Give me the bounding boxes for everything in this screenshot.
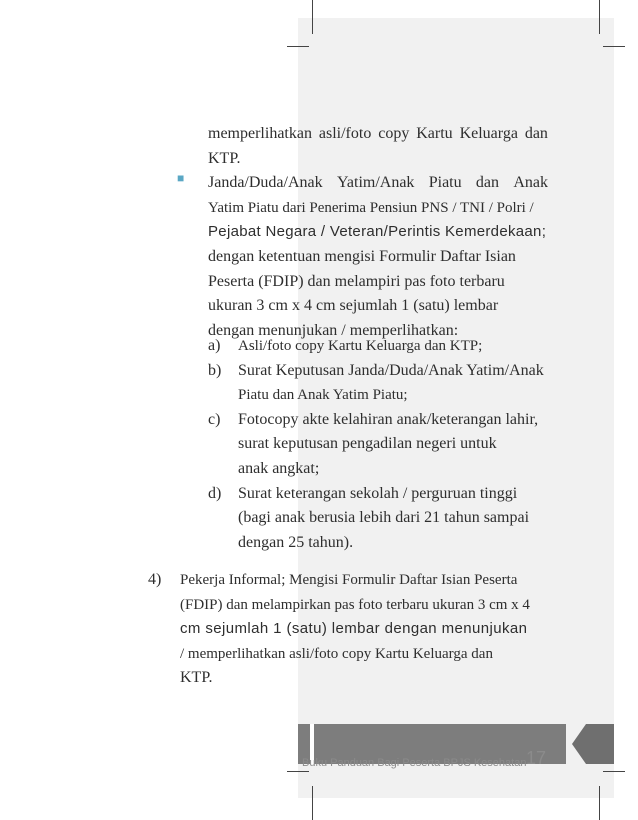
crop-mark <box>603 771 625 772</box>
crop-mark <box>312 0 313 34</box>
crop-mark <box>599 786 600 820</box>
text-line: dengan menunjukan / memperlihatkan: <box>208 321 459 339</box>
footer-arrow-tab <box>572 724 614 764</box>
bullet-icon: ■ <box>177 171 185 185</box>
text-line: memperlihatkan asli/foto copy Kartu Keluarga dan <box>208 125 548 142</box>
text-line: Yatim Piatu dari Penerima Pensiun PNS / TNI / Polri / <box>208 199 534 216</box>
list-marker: d) <box>208 484 222 502</box>
list-marker: 4) <box>148 571 162 588</box>
sub-list <box>208 334 553 555</box>
paragraph-block <box>208 122 548 343</box>
text-line: Surat keterangan sekolah / perguruan tinggi <box>238 484 518 502</box>
text-line: KTP. <box>208 149 241 167</box>
text-line: (bagi anak berusia lebih dari 21 tahun sampai <box>238 509 530 527</box>
text-line: ukuran 3 cm x 4 cm sejumlah 1 (satu) lembar <box>208 297 499 315</box>
list-marker: a) <box>208 337 221 354</box>
text-line: Surat Keputusan Janda/Duda/Anak Yatim/Anak <box>238 361 544 379</box>
list-marker: c) <box>208 410 221 428</box>
text-line: cm sejumlah 1 (satu) lembar dengan menunjukan <box>180 620 528 638</box>
text-line: Janda/Duda/Anak Yatim/Anak Piatu dan Anak <box>208 174 548 192</box>
text-line: KTP. <box>180 669 213 687</box>
text-line: anak angkat; <box>238 459 320 477</box>
text-line: Pejabat Negara / Veteran/Perintis Kemerdekaan; <box>208 223 547 241</box>
crop-mark <box>599 0 600 34</box>
list-item <box>208 359 553 408</box>
crop-mark <box>603 46 625 47</box>
text-line: Piatu dan Anak Yatim Piatu; <box>238 387 408 404</box>
text-line: (FDIP) dan melampirkan pas foto terbaru ukuran 3 cm x 4 <box>180 596 530 613</box>
crop-mark <box>312 786 313 820</box>
list-item <box>208 482 553 556</box>
text-line: Asli/foto copy Kartu Keluarga dan KTP; <box>238 338 483 354</box>
list-marker: b) <box>208 361 222 379</box>
page-number: 17 <box>526 748 547 768</box>
text-line: Fotocopy akte kelahiran anak/keterangan lahir, <box>238 410 539 428</box>
list-item <box>208 334 553 359</box>
text-line: surat keputusan pengadilan negeri untuk <box>238 435 497 453</box>
text-line: Peserta (FDIP) dan melampiri pas foto terbaru <box>208 272 505 290</box>
crop-mark <box>287 771 309 772</box>
text-line: dengan ketentuan mengisi Formulir Daftar Isian <box>208 247 516 265</box>
text-line: dengan 25 tahun). <box>238 533 354 551</box>
text-line: Pekerja Informal; Mengisi Formulir Daftar Isian Peserta <box>180 572 518 588</box>
list-item <box>208 408 553 482</box>
footer-title: Buku Panduan Bagi Peserta BPJS Kesehatan <box>302 757 527 769</box>
text-line: / memperlihatkan asli/foto copy Kartu Keluarga dan <box>180 645 493 662</box>
crop-mark <box>287 46 309 47</box>
